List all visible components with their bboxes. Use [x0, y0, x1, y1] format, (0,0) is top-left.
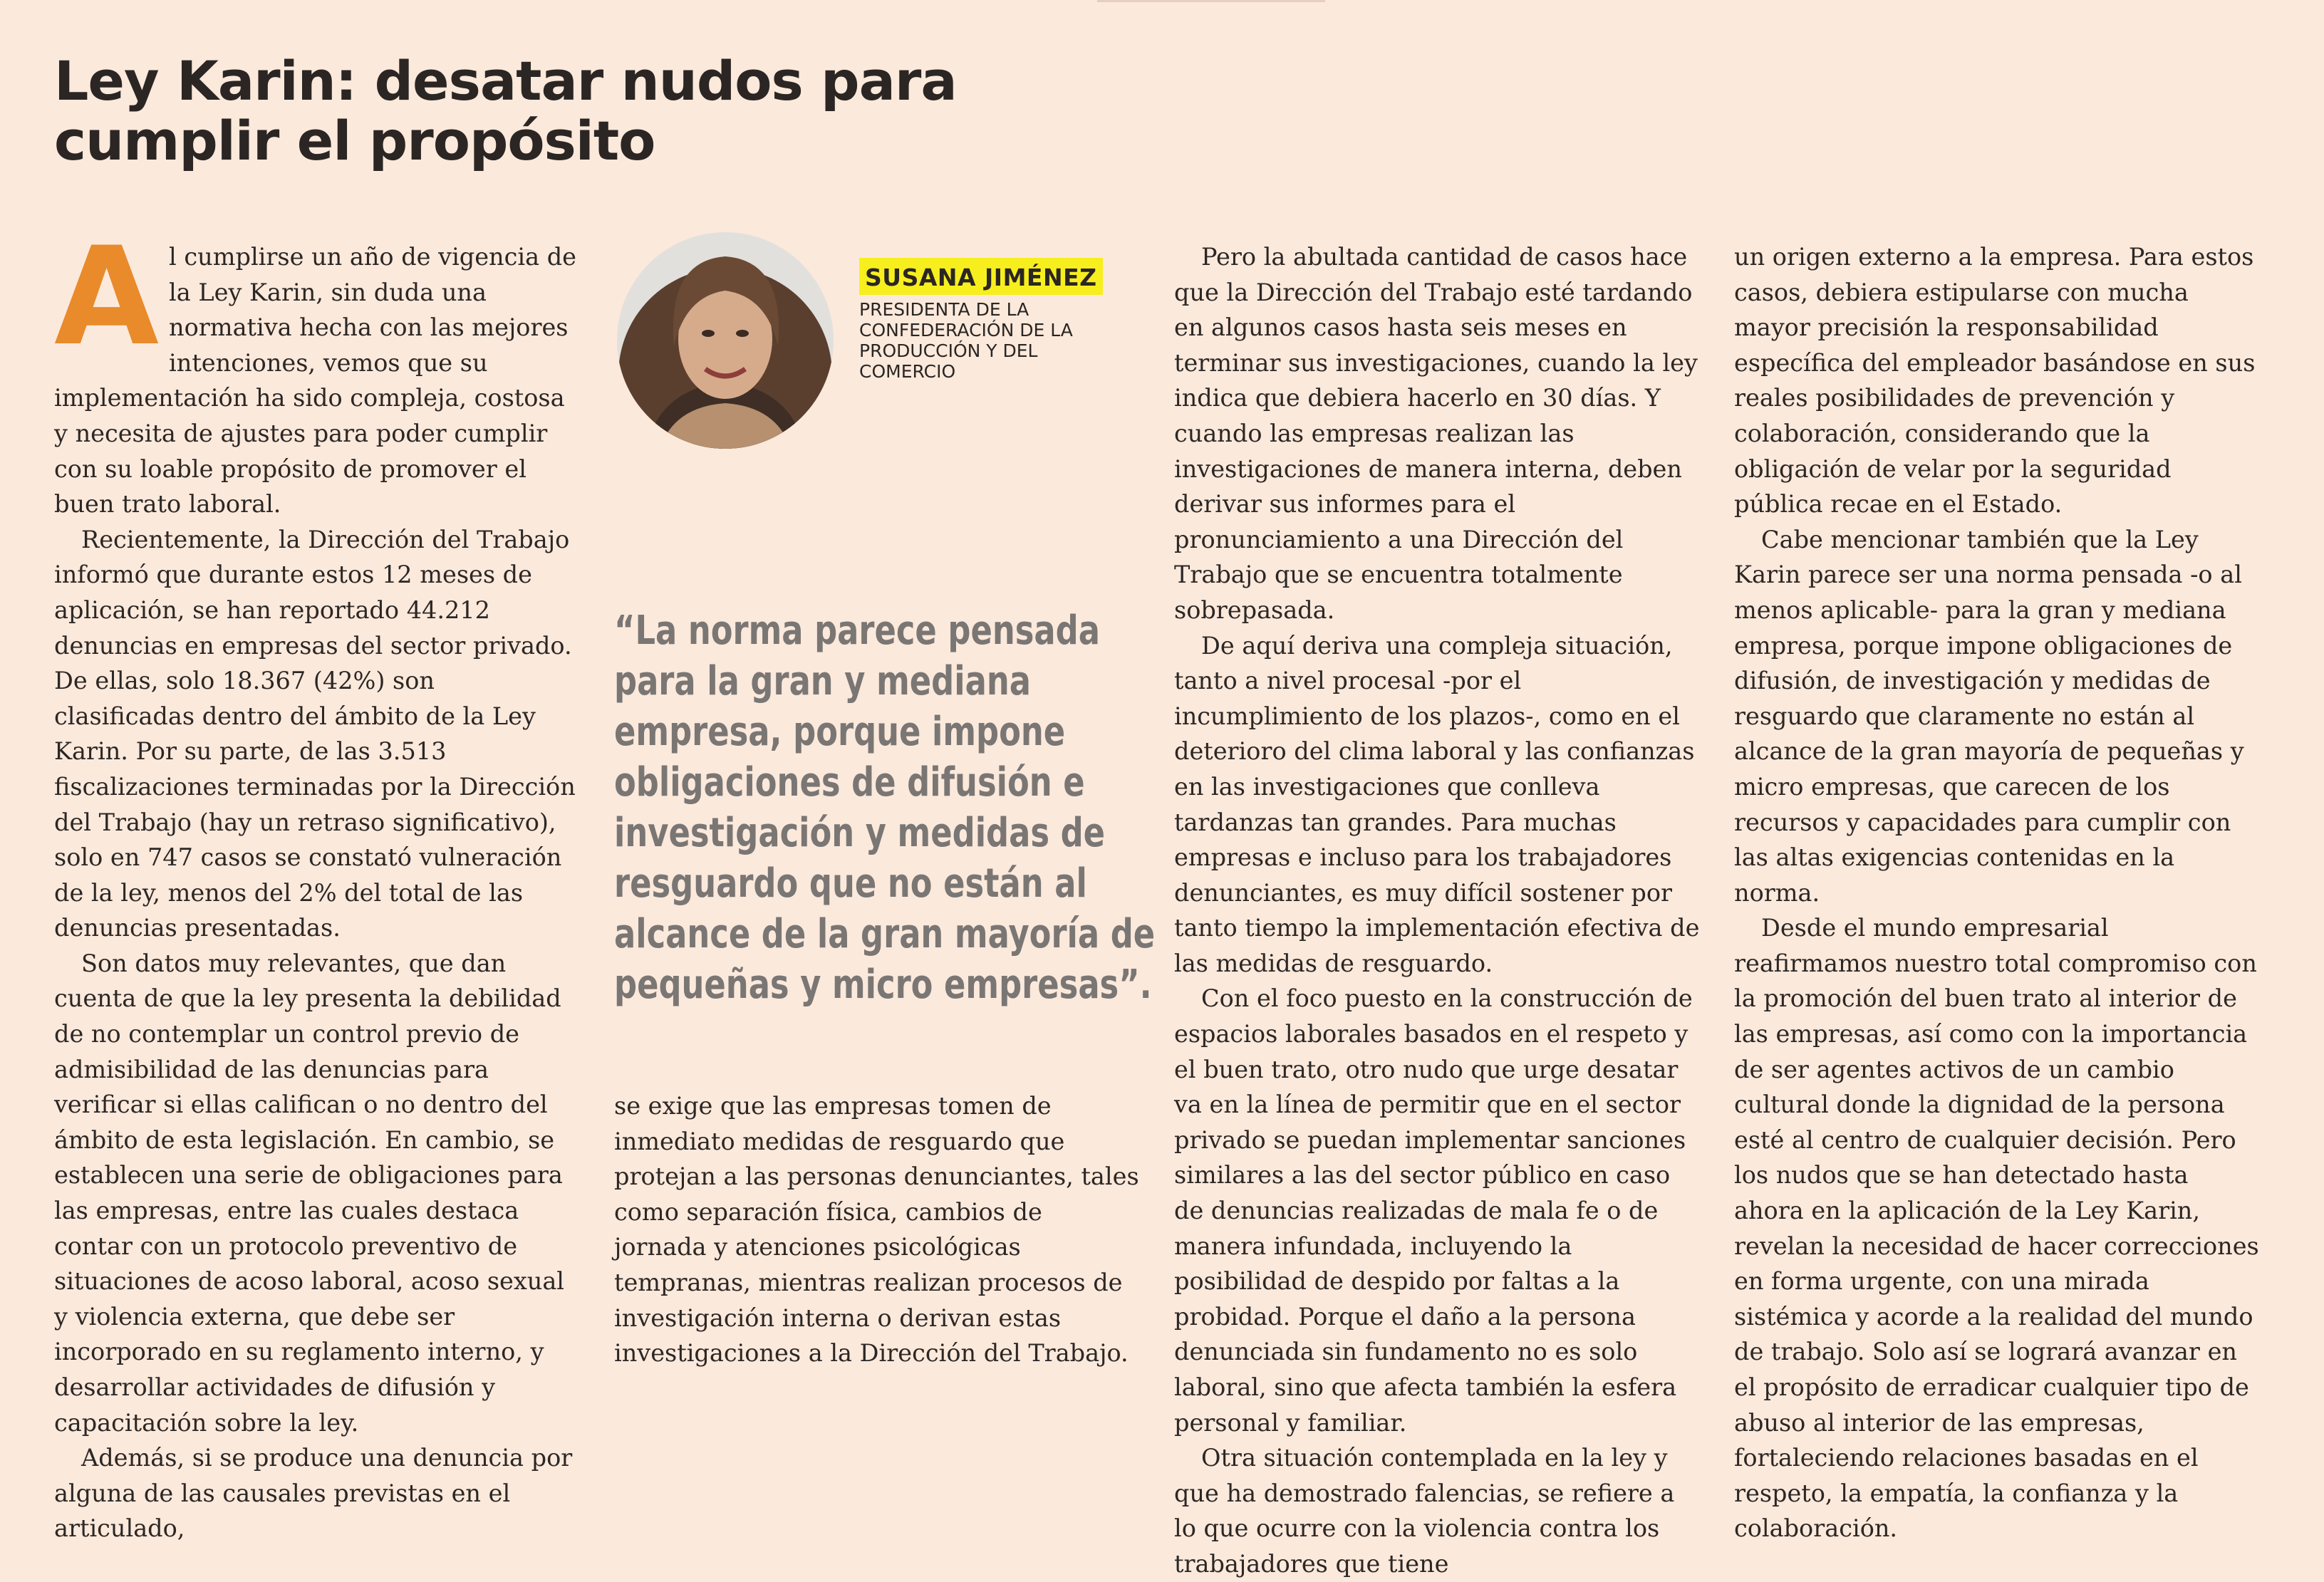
- author-block: [859, 258, 1144, 382]
- column-3: [1174, 239, 1703, 1582]
- column-1: [54, 218, 581, 1546]
- column-4: [1734, 239, 2261, 1546]
- paragraph: Con el foco puesto en la construcción de espacios laborales basados en el respeto y el buen trato, otro nudo que urge desatar va en la línea de permitir que en el sector privado se puedan implementar sanciones similares a las del sector público en caso de denuncias realizadas de mala fe o de manera infundada, incluyendo la posibilidad de despido por faltas a la probidad. Porque el daño a la persona denunciada sin fundamento no es solo laboral, sino que afecta también la esfera personal y familiar.: [1174, 984, 1693, 1437]
- paragraph: Pero la abultada cantidad de casos hace que la Dirección del Trabajo esté tardando en algunos casos hasta seis meses en terminar sus investigaciones, cuando la ley indica que debiera hacerlo en 30 días. Y cuando las empresas realizan las investigaciones de manera interna, deben derivar sus informes para el pronunciamiento a una Dirección del Trabajo que se encuentra totalmente sobrepasada.: [1174, 243, 1698, 624]
- paragraph: Son datos muy relevantes, que dan cuenta de que la ley presenta la debilidad de no contemplar un control previo de admisibilidad de las denuncias para verificar si ellas califican o no dentro del ámbito de esta legislación. En cambio, se establecen una serie de obligaciones para las empresas, entre las cuales destaca contar con un protocolo preventivo de situaciones de acoso laboral, acoso sexual y violencia externa, que debe ser incorporado en su reglamento interno, y desarrollar actividades de difusión y capacitación sobre la ley.: [54, 949, 565, 1437]
- pull-quote: “La norma parece pensada para la gran y mediana empresa, porque impone obligaciones de difusión e investigación y medidas de resguardo que no están al alcance de la gran mayoría de pequeñas y micro empresas”.: [614, 608, 1156, 1008]
- drop-cap: A: [54, 218, 160, 375]
- top-edge-artifact: [1097, 0, 1325, 6]
- column-2: [614, 1088, 1141, 1371]
- headline: Ley Karin: desatar nudos para cumplir el propósito: [54, 49, 957, 172]
- paragraph: Además, si se produce una denuncia por alguna de las causales previstas en el articulado,: [54, 1444, 573, 1543]
- paragraph: l cumplirse un año de vigencia de la Ley Karin, sin duda una normativa hecha con las mejores intenciones, vemos que su implementación ha sido compleja, costosa y necesita de ajustes para poder cumplir con su loable propósito de promover el buen trato laboral.: [54, 243, 577, 519]
- paragraph: Recientemente, la Dirección del Trabajo informó que durante estos 12 meses de aplicación, se han reportado 44.212 denuncias en empresas del sector privado. De ellas, solo 18.367 (42%) son clasificadas dentro del ámbito de la Ley Karin. Por su parte, de las 3.513 fiscalizaciones terminadas por la Dirección del Trabajo (hay un retraso significativo), solo en 747 casos se constató vulneración de la ley, menos del 2% del total de las denuncias presentadas.: [54, 525, 576, 942]
- paragraph: se exige que las empresas tomen de inmediato medidas de resguardo que protejan a las personas denunciantes, tales como separación física, cambios de jornada y atenciones psicológicas tempranas, mientras realizan procesos de investigación interna o derivan estas investigaciones a la Dirección del Trabajo.: [614, 1092, 1139, 1368]
- author-portrait: [617, 232, 834, 449]
- paragraph: Otra situación contemplada en la ley y que ha demostrado falencias, se refiere a lo que ocurre con la violencia contra los trabajadores que tiene: [1174, 1444, 1675, 1578]
- portrait-image: [617, 232, 834, 449]
- paragraph: Cabe mencionar también que la Ley Karin parece ser una norma pensada -o al menos aplicable- para la gran y mediana empresa, porque impone obligaciones de difusión, de investigación y medidas de resguardo que claramente no están al alcance de la gran mayoría de pequeñas y micro empresas, que carecen de los recursos y capacidades para cumplir con las altas exigencias contenidas en la norma.: [1734, 525, 2244, 907]
- paragraph: Desde el mundo empresarial reafirmamos nuestro total compromiso con la promoción del buen trato al interior de las empresas, así como con la importancia de ser agentes activos de un cambio cultural donde la dignidad de la persona esté al centro de cualquier decisión. Pero los nudos que se han detectado hasta ahora en la aplicación de la Ley Karin, revelan la necesidad de hacer correcciones en forma urgente, con una mirada sistémica y acorde a la realidad del mundo de trabajo. Solo así se logrará avanzar en el propósito de erradicar cualquier tipo de abuso al interior de las empresas, fortaleciendo relaciones basadas en el respeto, la empatía, la confianza y la colaboración.: [1734, 914, 2259, 1543]
- author-role: PRESIDENTA DE LA CONFEDERACIÓN DE LA PRODUCCIÓN Y DEL COMERCIO: [859, 299, 1073, 382]
- author-name: SUSANA JIMÉNEZ: [859, 258, 1103, 295]
- paragraph: un origen externo a la empresa. Para estos casos, debiera estipularse con mucha mayor precisión la responsabilidad específica del empleador basándose en sus reales posibilidades de prevención y colaboración, considerando que la obligación de velar por la seguridad pública recae en el Estado.: [1734, 243, 2256, 519]
- paragraph: De aquí deriva una compleja situación, tanto a nivel procesal -por el incumplimiento de los plazos-, como en el deterioro del clima laboral y las confianzas en las investigaciones que conlleva tardanzas tan grandes. Para muchas empresas e incluso para los trabajadores denunciantes, es muy difícil sostener por tanto tiempo la implementación efectiva de las medidas de resguardo.: [1174, 631, 1700, 977]
